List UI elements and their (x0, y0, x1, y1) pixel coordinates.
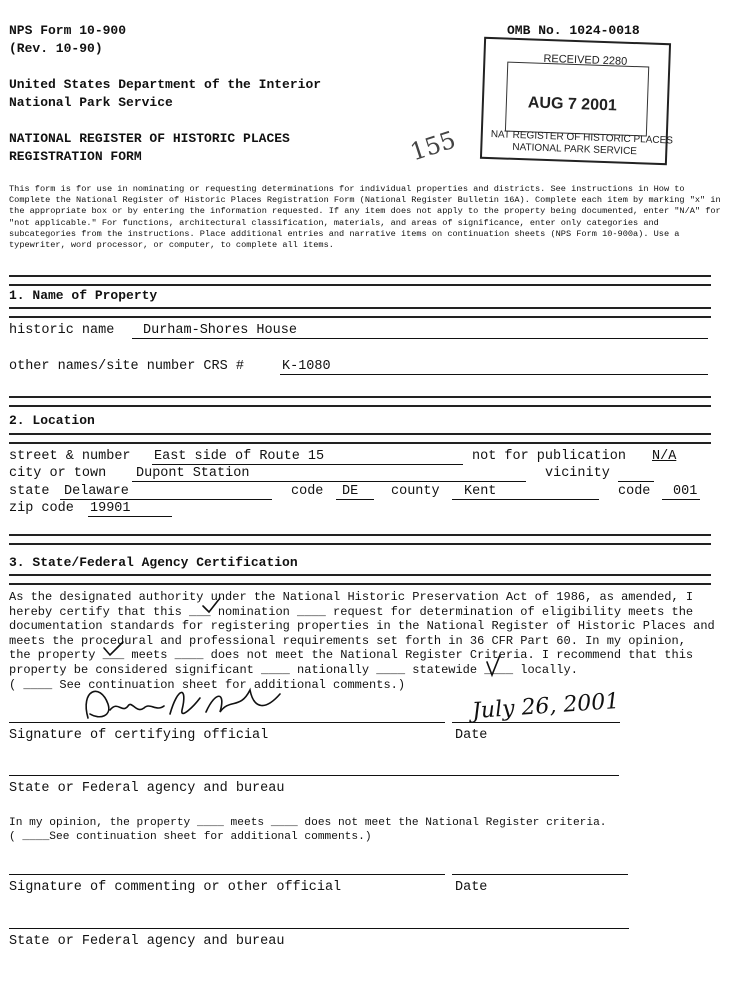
checkmark-locally (487, 655, 500, 675)
signature-line-2[interactable] (9, 874, 445, 875)
state-code-field[interactable]: DE (342, 484, 359, 499)
section1-heading: 1. Name of Property (9, 288, 158, 303)
agency-name: National Park Service (9, 95, 173, 110)
county-label: county (391, 484, 440, 499)
opinion-line-1: In my opinion, the property ____ meets ____ does not meet the National Register criteria. (9, 817, 607, 829)
date-line-2[interactable] (452, 874, 628, 875)
cert-line: As the designated authority under the National Historic Preservation Act of 1986, as amended, I (9, 590, 694, 604)
signature-label: Signature of certifying official (9, 728, 269, 743)
cert-line: hereby certify that this ___ nomination ____ request for determination of eligibility meets the (9, 604, 694, 619)
cert-line: ( ____ See continuation sheet for additional comments.) (9, 677, 406, 692)
agency-label-2: State or Federal agency and bureau (9, 934, 285, 949)
city-field[interactable]: Dupont Station (136, 466, 250, 481)
omb-number: OMB No. 1024-0018 (507, 23, 640, 38)
zip-field[interactable]: 19901 (90, 501, 131, 516)
stamp-office-line1: NAT REGISTER OF HISTORIC PLACES (490, 129, 674, 147)
county-field[interactable]: Kent (464, 484, 497, 499)
date-label-2: Date (455, 880, 488, 895)
other-names-field[interactable]: K-1080 (282, 359, 331, 374)
form-subtitle: REGISTRATION FORM (9, 149, 142, 164)
signature-label-2: Signature of commenting or other official (9, 880, 342, 895)
instructions-paragraph: This form is for use in nominating or requesting determinations for individual properties and districts. See instructions in How to Complete the National Register of Historic Places Registration Form (National Register Bulletin 16A). Complete each item by marking "x" in the appropriate box or by entering the information requested. If any item does not apply to the property being documented, enter "N/A" for "not applicable." For functions, architectural classification, materials, and areas of significance, enter only categories and subcategories from the instructions. Place additional entries and narrative items on continuation sheets (NPS Form 10-900a). Use a typewriter, word processor, or computer, to complete all items. (9, 184, 721, 251)
agency-line-2[interactable] (9, 928, 629, 929)
section3-heading: 3. State/Federal Agency Certification (9, 555, 298, 570)
cert-line: documentation standards for registering properties in the National Register of Historic Places and (9, 619, 715, 634)
cert-line: property be considered significant ____ nationally ____ statewide ____ locally. (9, 662, 578, 677)
historic-name-label: historic name (9, 323, 115, 338)
zip-label: zip code (9, 501, 74, 516)
stamp-office-line2: NATIONAL PARK SERVICE (512, 141, 638, 158)
city-label: city or town (9, 466, 107, 481)
state-label: state (9, 484, 50, 499)
county-code-label: code (618, 484, 651, 499)
stamp-received: RECEIVED 2280 (543, 52, 628, 68)
not-for-publication-field[interactable]: N/A (652, 449, 677, 464)
street-field[interactable]: East side of Route 15 (154, 449, 325, 464)
form-revision: (Rev. 10-90) (9, 41, 103, 56)
department-name: United States Department of the Interior (9, 77, 322, 92)
form-title: NATIONAL REGISTER OF HISTORIC PLACES (9, 131, 290, 146)
section2-heading: 2. Location (9, 413, 95, 428)
date-line[interactable] (452, 722, 620, 723)
checkmark-nomination (203, 598, 220, 612)
other-names-label: other names/site number CRS # (9, 359, 244, 374)
state-field[interactable]: Delaware (64, 484, 129, 499)
street-label: street & number (9, 449, 131, 464)
handwritten-date: July 26, 2001 (471, 688, 621, 725)
historic-name-field[interactable]: Durham-Shores House (143, 323, 297, 338)
county-code-field[interactable]: 001 (673, 484, 698, 499)
form-number: NPS Form 10-900 (9, 23, 127, 38)
date-label: Date (455, 728, 488, 743)
not-for-publication-label: not for publication (472, 449, 626, 464)
agency-label: State or Federal agency and bureau (9, 781, 285, 796)
cert-line: the property ___ meets ____ does not meet the National Register Criteria. I recommend that this (9, 648, 694, 663)
vicinity-label: vicinity (545, 466, 610, 481)
stamp-date: AUG 7 2001 (527, 94, 618, 115)
state-code-label: code (291, 484, 324, 499)
handwritten-margin-mark: 155 (406, 125, 460, 167)
checkmark-meets (104, 642, 123, 655)
opinion-line-2: ( ____See continuation sheet for additional comments.) (9, 831, 372, 843)
signature-line[interactable] (9, 722, 445, 723)
agency-line[interactable] (9, 775, 619, 776)
cert-line: meets the procedural and professional requirements set forth in 36 CFR Part 60. In my opinion, (9, 633, 686, 648)
